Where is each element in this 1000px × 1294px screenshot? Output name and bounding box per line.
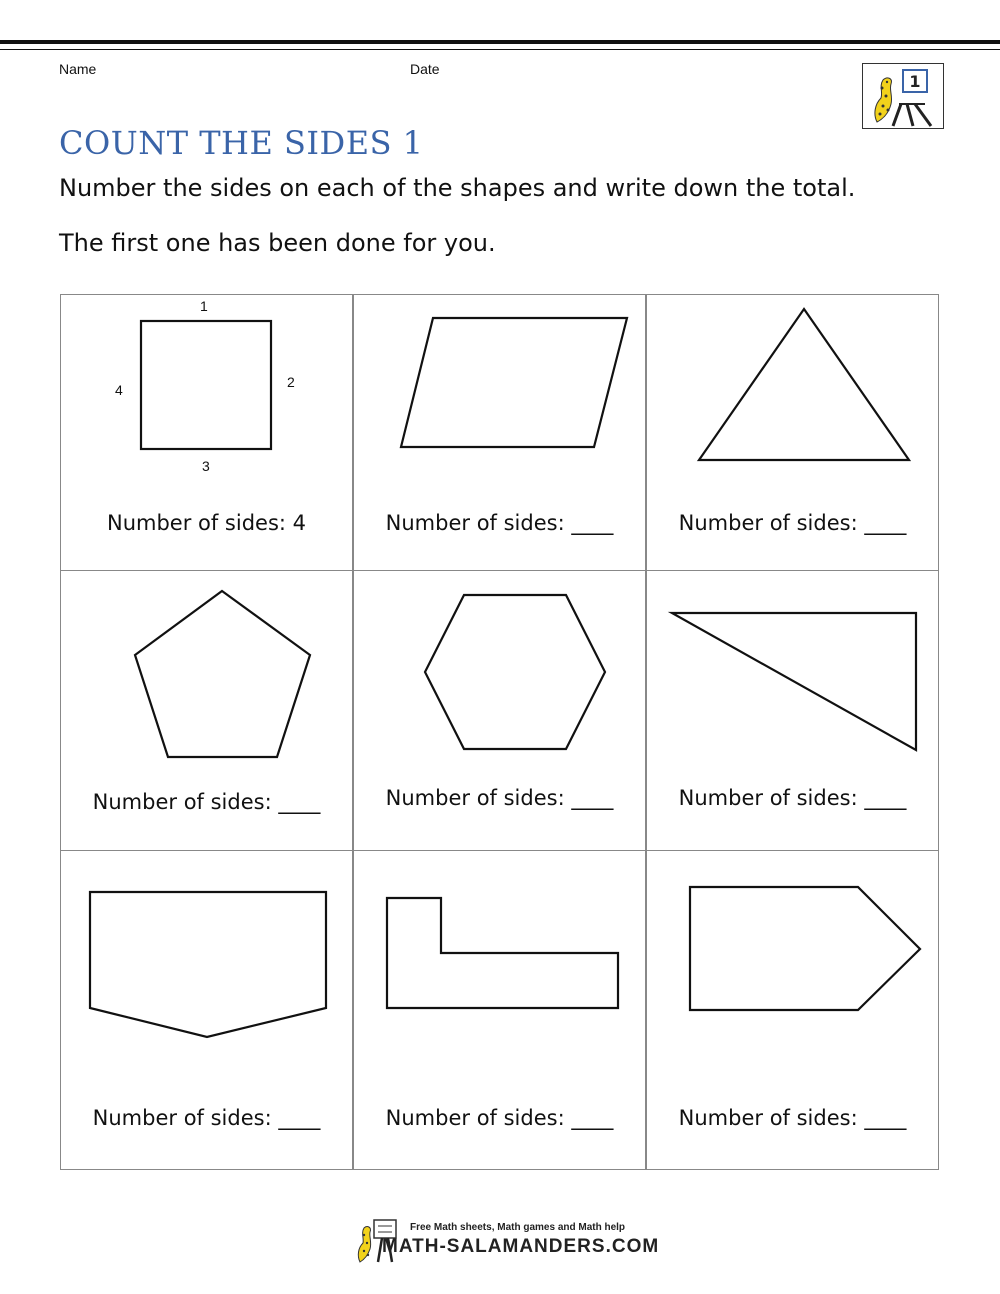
right-triangle-shape [672, 613, 916, 750]
sides-caption: Number of sides: ____ [678, 1106, 907, 1130]
footer-site-name: MATH-SALAMANDERS.COM [382, 1236, 660, 1257]
l-shape-shape [387, 898, 618, 1008]
name-label: Name [59, 61, 97, 77]
header-rule-thin [0, 49, 1000, 50]
shape-cell-house-pentagon [60, 850, 353, 1170]
salamander-logo [862, 63, 944, 129]
side-label-4: 4 [115, 382, 123, 398]
sides-caption: Number of sides: ____ [678, 786, 907, 810]
square-shape [141, 321, 271, 449]
instruction-2: The first one has been done for you. [59, 229, 496, 257]
shape-cell-parallelogram [353, 294, 646, 571]
shapes-grid [60, 294, 940, 1170]
pentagon-shape [135, 591, 310, 757]
arrow-pentagon-shape [690, 887, 920, 1010]
shape-cell-right-triangle [646, 570, 939, 851]
sides-caption: Number of sides: ____ [385, 1106, 614, 1130]
side-label-3: 3 [202, 458, 210, 474]
sides-caption: Number of sides: ____ [92, 1106, 321, 1130]
sides-caption: Number of sides: ____ [385, 511, 614, 535]
instruction-1: Number the sides on each of the shapes and write down the total. [59, 174, 856, 202]
sides-caption: Number of sides: 4 [106, 511, 307, 535]
parallelogram-shape [401, 318, 627, 447]
sides-caption: Number of sides: ____ [385, 786, 614, 810]
side-label-1: 1 [200, 298, 208, 314]
house-pentagon-shape [90, 892, 326, 1037]
hexagon-shape [425, 595, 605, 749]
shape-cell-triangle [646, 294, 939, 571]
footer-logo [352, 1216, 660, 1266]
header-rule-thick [0, 40, 1000, 44]
shape-cell-hexagon [353, 570, 646, 851]
shape-cell-square [60, 294, 353, 571]
footer-tagline: Free Math sheets, Math games and Math help [410, 1222, 626, 1233]
side-label-2: 2 [287, 374, 295, 390]
page-title: COUNT THE SIDES 1 [59, 124, 424, 162]
logo-grade-number: 1 [909, 72, 921, 91]
shape-cell-l-shape [353, 850, 646, 1170]
date-label: Date [410, 61, 440, 77]
sides-caption: Number of sides: ____ [678, 511, 907, 535]
triangle-shape [699, 309, 909, 460]
shape-cell-pentagon [60, 570, 353, 851]
sides-caption: Number of sides: ____ [92, 790, 321, 814]
shape-cell-arrow-pentagon [646, 850, 939, 1170]
